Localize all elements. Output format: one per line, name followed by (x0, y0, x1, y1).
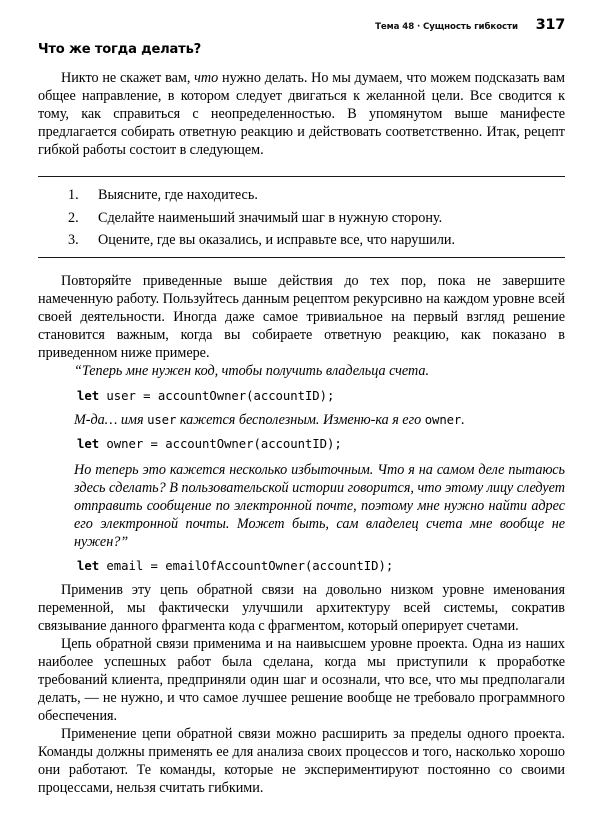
list-item-number: 1. (68, 187, 79, 204)
code-line-3 (77, 557, 565, 575)
code-keyword-let: let (77, 388, 100, 403)
section-heading: Что же тогда делать? (38, 41, 202, 57)
emphasis-chto: что (194, 70, 219, 86)
code-line-3-body: email = emailOfAccountOwner(accountID); (99, 558, 394, 573)
code-line-1 (77, 387, 565, 405)
paragraph-intro-part-1: Никто не скажет вам, (61, 70, 195, 86)
example-quote-2-part-2: кажется бесполезным. Изменю-ка я его (176, 411, 425, 428)
paragraph-beyond-project: Применение цепи обратной связи можно расширить за пределы одного проекта. Команды должны применять ее для анализа своих процессов и того, насколько хорошо они работают. Те команды, которые не экспериментируют постоянно со своими процессами, нельзя считать гибкими. (38, 726, 565, 797)
list-item (38, 209, 565, 227)
steps-list (38, 186, 565, 249)
example-quote-1: “Теперь мне нужен код, чтобы получить владельца счета. (74, 363, 430, 380)
code-line-2 (77, 435, 565, 453)
paragraph-project-level: Цепь обратной связи применима и на наивысшем уровне проекта. Одна из наших наиболее успешных работ была сделана, когда мы приступили к проработке требований клиента, предприняли один шаг и осознали, что все, что мы предполагали делать, — не нужно, и что самое лучшее решение вообще не требовало программного обеспечения. (38, 636, 565, 725)
paragraph-after-list: Повторяйте приведенные выше действия до тех пор, пока не завершите намеченную работу. Пользуйтесь данным рецептом рекурсивно на каждом уровне всей своей деятельности. Иногда даже самое тривиальное на первый взгляд решение становится важным, когда вы собираете ответную реакцию, как показано в приведенном ниже примере. (38, 273, 565, 362)
code-keyword-let: let (77, 436, 100, 451)
example-quote-3: Но теперь это кажется несколько избыточным. Что я на самом деле пытаюсь здесь сделать? В пользовательской истории говорится, что этому лицу следует отправить сообщение по электронной почте, поэтому мне нужно найти адрес его электронной почты. Может быть, сам владелец счета мне вообще не нужен?” (74, 461, 565, 550)
code-line-2-body: owner = accountOwner(accountID); (99, 436, 342, 451)
code-keyword-let: let (77, 558, 100, 573)
example-quote-2-part-1: М-да… имя (74, 411, 148, 428)
running-head (38, 17, 565, 42)
page-content (38, 41, 565, 798)
list-item (38, 186, 565, 204)
agile-recipe-list (38, 176, 565, 258)
paragraph-naming-feedback: Применив эту цепь обратной связи на довольно низком уровне именования переменной, мы фактически улучшили архитектуру всей системы, сократив связывание данного фрагмента кода с фрагментом, который оперирует счетами. (38, 581, 565, 635)
running-head-topic: Тема 48 · Сущность гибкости (374, 21, 518, 32)
list-item-number: 3. (68, 232, 79, 249)
list-item-label: Сделайте наименьший значимый шаг в нужную сторону. (98, 209, 443, 226)
list-item-number: 2. (68, 209, 79, 226)
example-quote-2 (74, 411, 565, 429)
spacer (38, 453, 565, 461)
list-item (38, 231, 565, 249)
inline-code-owner: owner (424, 412, 462, 427)
list-item-label: Выясните, где находитесь. (98, 187, 258, 204)
example-block (38, 362, 565, 580)
code-line-1-body: user = accountOwner(accountID); (99, 388, 335, 403)
list-item-label: Оцените, где вы оказались, и исправьте все, что нарушили. (98, 232, 456, 249)
example-quote-2-part-3: . (461, 411, 465, 428)
running-head-chapter-title: Сущность гибкости (422, 21, 518, 32)
spacer (38, 258, 565, 272)
inline-code-user: user (147, 412, 177, 427)
running-head-separator: · (416, 21, 420, 32)
paragraph-intro-part-2: нужно делать. Но мы думаем, что можем подсказать вам общее направление, в котором следует двигаться к желанной цели. Все сводится к тому, как справиться с неопределенностью. В упомянутом выше манифесте предлагается собирать ответную реакцию и действовать соответственно. Итак, рецепт гибкой работы состоит в следующем. (38, 70, 565, 159)
page-number: 317 (535, 17, 565, 33)
paragraph-intro (38, 69, 565, 159)
